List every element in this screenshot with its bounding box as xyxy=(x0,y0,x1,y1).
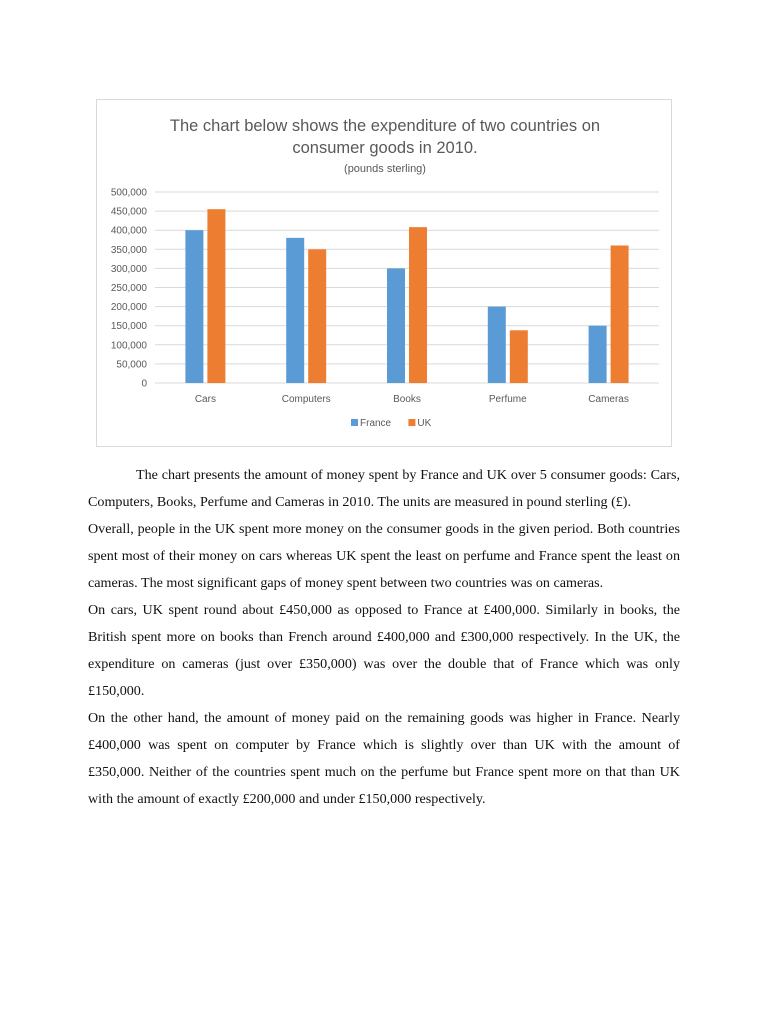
chart-subtitle: (pounds sterling) xyxy=(344,163,426,175)
essay-paragraph-overview: Overall, people in the UK spent more money on the consumer goods in the given period. Both countries spent most of their money on cars whereas UK spent the least on perfume and France spent the least on cameras. The most significant gaps of money spent between two countries was on cameras. xyxy=(88,521,680,591)
y-tick-label: 300,000 xyxy=(110,263,147,275)
x-axis-categories xyxy=(195,394,629,405)
y-tick-label: 350,000 xyxy=(110,244,147,256)
bar-france-cameras xyxy=(589,326,607,383)
legend-swatch-france xyxy=(351,419,358,426)
bar-france-cars xyxy=(185,230,203,383)
bar-uk-perfume xyxy=(510,330,528,383)
essay-paragraph-intro: The chart presents the amount of money spent by France and UK over 5 consumer goods: Cars, Computers, Books, Perfume and Cameras in 2010. The units are measured in pound sterling (£). xyxy=(88,467,680,510)
y-tick-label: 400,000 xyxy=(110,225,147,237)
x-category-label: Cars xyxy=(194,394,216,405)
y-axis-ticks xyxy=(111,188,148,390)
essay-body xyxy=(88,462,680,813)
essay-paragraph-details-1: On cars, UK spent round about £450,000 as opposed to France at £400,000. Similarly in books, the British spent more on books than French around £400,000 and £300,000 respectively. In the UK, the expenditure on cameras (just over £350,000) was over the double that of France which was only £150,000. xyxy=(88,602,680,699)
y-tick-label: 0 xyxy=(141,378,147,390)
bars xyxy=(185,209,628,383)
y-tick-label: 50,000 xyxy=(116,359,147,371)
bar-uk-cars xyxy=(207,209,225,383)
legend xyxy=(351,418,432,429)
chart-title-line-2: consumer goods in 2010. xyxy=(292,139,478,157)
bar-uk-cameras xyxy=(611,245,629,383)
expenditure-chart xyxy=(96,99,672,447)
y-tick-label: 250,000 xyxy=(110,283,147,294)
gridlines xyxy=(155,192,659,383)
x-category-label: Computers xyxy=(281,394,331,405)
bar-uk-computers xyxy=(308,249,326,383)
y-tick-label: 500,000 xyxy=(110,187,147,199)
chart-title-line-1: The chart below shows the expenditure of two countries on xyxy=(169,117,601,135)
x-category-label: Cameras xyxy=(588,394,629,405)
legend-label-france: France xyxy=(360,418,392,429)
y-tick-label: 150,000 xyxy=(110,321,147,333)
legend-swatch-uk xyxy=(408,419,415,426)
bar-france-perfume xyxy=(488,307,506,383)
y-tick-label: 450,000 xyxy=(110,206,147,218)
x-category-label: Books xyxy=(393,394,421,405)
x-category-label: Perfume xyxy=(488,394,527,405)
bar-france-computers xyxy=(286,238,304,383)
y-tick-label: 100,000 xyxy=(110,340,147,352)
essay-paragraph-details-2: On the other hand, the amount of money paid on the remaining goods was higher in France. Nearly £400,000 was spent on computer by France which is slightly over than UK with the amount of £350,000. Neither of the countries spent much on the perfume but France spent more on that than UK with the amount of exactly £200,000 and under £150,000 respectively. xyxy=(88,710,680,807)
chart-canvas xyxy=(97,100,673,448)
bar-uk-books xyxy=(409,227,427,383)
legend-label-uk: UK xyxy=(417,418,432,429)
y-tick-label: 200,000 xyxy=(110,302,147,314)
bar-france-books xyxy=(387,268,405,383)
